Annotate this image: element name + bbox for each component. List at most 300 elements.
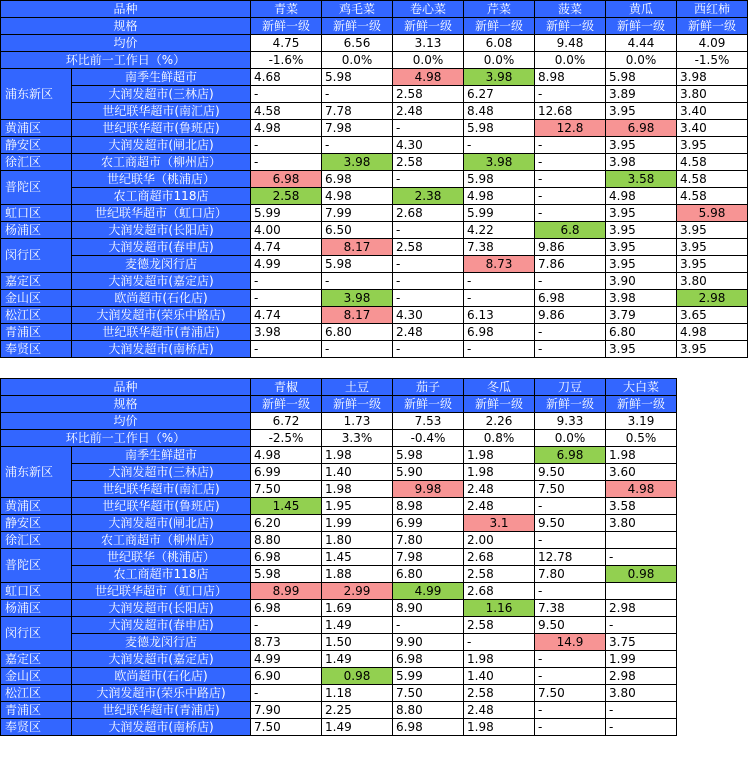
highest-price-cell: 8.73 [464,256,535,273]
store-name: 世纪联华超市(青浦店) [72,324,251,341]
table-row [1,549,677,566]
lowest-price-cell: 3.58 [606,171,677,188]
spec-row-label: 规格 [1,18,251,35]
lowest-price-cell: 6.8 [535,222,606,239]
price-cell: - [464,273,535,290]
price-cell: 5.90 [393,464,464,481]
price-cell: 3.95 [677,137,748,154]
price-cell: - [393,256,464,273]
price-cell: 8.90 [393,600,464,617]
change-pct: 0.0% [535,52,606,69]
table-row [1,103,748,120]
spec-cell: 新鲜一级 [535,396,606,413]
highest-price-cell: 8.99 [251,583,322,600]
price-cell: 2.58 [464,566,535,583]
product-name: 大白菜 [606,379,677,396]
price-cell: 5.98 [322,256,393,273]
district-name: 静安区 [1,137,72,154]
change-pct: -0.4% [393,430,464,447]
price-cell: 7.80 [535,566,606,583]
price-cell: - [464,137,535,154]
price-cell: 3.60 [606,464,677,481]
price-cell: - [393,341,464,358]
product-name: 黄瓜 [606,1,677,18]
price-cell: 4.30 [393,137,464,154]
change-pct: 0.0% [606,52,677,69]
price-cell: 1.98 [464,464,535,481]
table-row [1,668,677,685]
table-row [1,222,748,239]
price-cell: 7.38 [464,239,535,256]
store-name: 大润发超市(嘉定店) [72,273,251,290]
avg-price: 6.56 [322,35,393,52]
price-cell: - [251,685,322,702]
store-name: 大润发超市(三林店) [72,86,251,103]
price-cell: 4.58 [677,171,748,188]
price-cell: 4.98 [606,188,677,205]
price-cell: 8.73 [251,634,322,651]
price-cell: - [251,154,322,171]
price-cell: 5.99 [393,668,464,685]
price-cell: 2.98 [606,668,677,685]
price-cell: 3.98 [677,69,748,86]
change-pct: 0.5% [606,430,677,447]
price-cell: 2.58 [393,86,464,103]
price-cell: 4.98 [251,120,322,137]
store-name: 南季生鲜超市 [72,69,251,86]
price-cell: 1.40 [464,668,535,685]
price-cell: 9.86 [535,239,606,256]
highest-price-cell: 4.98 [393,69,464,86]
spec-row [1,396,677,413]
product-name: 刀豆 [535,379,606,396]
price-cell: 4.98 [251,447,322,464]
price-cell: - [251,290,322,307]
price-cell: 3.95 [677,256,748,273]
price-cell: - [393,120,464,137]
price-cell: 1.45 [322,549,393,566]
avg-price: 6.72 [251,413,322,430]
price-cell: 7.80 [393,532,464,549]
lowest-price-cell: 3.98 [464,69,535,86]
store-name: 大润发超市(春申店) [72,239,251,256]
price-cell: - [535,702,606,719]
change-pct: 3.3% [322,430,393,447]
district-name: 杨浦区 [1,222,72,239]
store-name: 世纪联华超市(南汇店) [72,481,251,498]
price-cell: 9.50 [535,617,606,634]
price-cell: - [322,341,393,358]
highest-price-cell: 2.99 [322,583,393,600]
change-pct: -2.5% [251,430,322,447]
table-row [1,324,748,341]
price-cell: 7.78 [322,103,393,120]
price-cell: - [535,532,606,549]
price-cell: 3.80 [606,515,677,532]
price-cell: - [535,324,606,341]
price-cell: 1.49 [322,651,393,668]
price-cell: - [606,549,677,566]
price-table-1 [0,0,748,358]
price-cell: - [322,86,393,103]
price-cell: 1.98 [322,447,393,464]
table-row [1,205,748,222]
table-row [1,600,677,617]
lowest-price-cell: 3.98 [322,290,393,307]
store-name: 欧尚超市(石化店) [72,668,251,685]
highest-price-cell: 12.8 [535,120,606,137]
lowest-price-cell: 1.45 [251,498,322,515]
price-cell: 3.95 [677,222,748,239]
price-cell: 8.80 [251,532,322,549]
store-name: 世纪联华超市(鲁班店) [72,120,251,137]
district-name: 闵行区 [1,239,72,273]
district-name: 青浦区 [1,324,72,341]
district-name: 奉贤区 [1,341,72,358]
price-cell: 6.99 [251,464,322,481]
price-cell: 3.95 [677,341,748,358]
store-name: 农工商超市118店 [72,188,251,205]
price-cell: 5.98 [251,566,322,583]
price-cell: 2.58 [464,685,535,702]
change-pct: 0.0% [393,52,464,69]
price-cell: - [251,341,322,358]
spec-cell: 新鲜一级 [393,18,464,35]
highest-price-cell: 6.98 [251,171,322,188]
table-row [1,719,677,736]
spec-row [1,18,748,35]
district-name: 黄浦区 [1,120,72,137]
spec-cell: 新鲜一级 [606,396,677,413]
price-cell: - [535,86,606,103]
product-name: 茄子 [393,379,464,396]
store-name: 世纪联华超市（虹口店） [72,583,251,600]
spec-row-label: 规格 [1,396,251,413]
table-row [1,498,677,515]
table-row [1,273,748,290]
price-cell: 3.95 [606,103,677,120]
price-cell: 2.00 [464,532,535,549]
price-cell: 5.99 [464,205,535,222]
district-name: 杨浦区 [1,600,72,617]
price-cell: 1.50 [322,634,393,651]
price-cell: 2.25 [322,702,393,719]
price-cell: 5.98 [606,69,677,86]
price-cell: - [393,617,464,634]
table-row [1,256,748,273]
price-cell: 7.50 [251,481,322,498]
avg-row-label: 均价 [1,35,251,52]
avg-price: 6.08 [464,35,535,52]
price-cell: 4.30 [393,307,464,324]
product-name: 卷心菜 [393,1,464,18]
price-cell: 8.80 [393,702,464,719]
price-cell: 3.95 [606,222,677,239]
price-cell: - [251,86,322,103]
price-cell: 7.90 [251,702,322,719]
avg-price: 4.44 [606,35,677,52]
highest-price-cell: 14.9 [535,634,606,651]
price-cell: 6.80 [393,566,464,583]
avg-price: 2.26 [464,413,535,430]
price-cell: 4.99 [251,651,322,668]
table-row [1,634,677,651]
price-cell: 9.86 [535,307,606,324]
highest-price-cell: 5.98 [677,205,748,222]
price-cell: 4.00 [251,222,322,239]
store-name: 农工商超市（柳州店） [72,154,251,171]
district-name: 松江区 [1,685,72,702]
lowest-price-cell: 1.16 [464,600,535,617]
price-cell: 1.98 [464,447,535,464]
table-row [1,702,677,719]
price-cell: 4.99 [251,256,322,273]
price-cell: 3.40 [677,103,748,120]
lowest-price-cell: 3.98 [322,154,393,171]
price-cell: 2.48 [393,324,464,341]
avg-row-label: 均价 [1,413,251,430]
district-name: 青浦区 [1,702,72,719]
spec-cell: 新鲜一级 [606,18,677,35]
price-cell: 2.68 [464,549,535,566]
highest-price-cell: 6.98 [606,120,677,137]
spec-cell: 新鲜一级 [251,396,322,413]
price-cell: 1.99 [322,515,393,532]
table-row [1,515,677,532]
avg-price: 3.19 [606,413,677,430]
price-cell: 3.80 [677,273,748,290]
price-cell: 3.75 [606,634,677,651]
avg-price: 4.75 [251,35,322,52]
price-cell: 6.13 [464,307,535,324]
price-cell: 4.74 [251,307,322,324]
price-cell: - [393,171,464,188]
price-cell: - [251,617,322,634]
store-name: 世纪联华超市（虹口店） [72,205,251,222]
price-cell: 6.80 [322,324,393,341]
price-cell: - [535,171,606,188]
table-row [1,188,748,205]
price-cell: - [535,651,606,668]
highest-price-cell: 8.17 [322,239,393,256]
store-name: 农工商超市118店 [72,566,251,583]
price-cell: 6.99 [393,515,464,532]
change-pct: -1.5% [677,52,748,69]
district-name: 黄浦区 [1,498,72,515]
price-cell: 4.58 [677,188,748,205]
price-table-2 [0,378,677,736]
change-pct: 0.0% [535,430,606,447]
price-cell: 1.98 [464,651,535,668]
highest-price-cell: 8.17 [322,307,393,324]
table-row [1,685,677,702]
avg-row [1,413,677,430]
price-cell: - [535,205,606,222]
avg-price: 9.33 [535,413,606,430]
price-cell: 7.38 [535,600,606,617]
price-cell: 6.98 [535,290,606,307]
change-row-label: 环比前一工作日（%） [1,430,251,447]
price-cell: 2.68 [464,583,535,600]
price-cell: 1.99 [606,651,677,668]
watermark: www.365jz.com [638,737,744,751]
highest-price-cell: 3.1 [464,515,535,532]
price-cell: 9.50 [535,464,606,481]
lowest-price-cell: 0.98 [606,566,677,583]
price-cell: - [322,273,393,290]
district-name: 金山区 [1,668,72,685]
price-cell: 1.88 [322,566,393,583]
lowest-price-cell: 2.58 [251,188,322,205]
price-cell: 7.50 [251,719,322,736]
price-cell: 6.27 [464,86,535,103]
table-row [1,290,748,307]
district-name: 静安区 [1,515,72,532]
price-cell: - [535,154,606,171]
table-row [1,69,748,86]
header-row-label: 品种 [1,1,251,18]
store-name: 欧尚超市(石化店) [72,290,251,307]
price-cell: 4.74 [251,239,322,256]
highest-price-cell: 4.98 [606,481,677,498]
spec-cell: 新鲜一级 [251,18,322,35]
store-name: 麦德龙闵行店 [72,256,251,273]
price-cell: 3.95 [606,256,677,273]
spec-cell: 新鲜一级 [464,18,535,35]
price-cell: - [606,617,677,634]
price-cell: 3.98 [606,154,677,171]
price-cell: 5.98 [464,120,535,137]
store-name: 大润发超市(长阳店) [72,600,251,617]
store-name: 世纪联华（桃浦店） [72,171,251,188]
store-name: 大润发超市(闸北店) [72,137,251,154]
price-cell: 3.98 [606,290,677,307]
price-cell: 2.68 [393,205,464,222]
price-cell: 2.48 [393,103,464,120]
price-cell: 6.98 [251,549,322,566]
table-row [1,137,748,154]
price-cell: - [464,341,535,358]
price-cell: - [535,668,606,685]
table-row [1,532,677,549]
price-cell: 6.90 [251,668,322,685]
district-name: 虹口区 [1,205,72,222]
price-cell: 5.99 [251,205,322,222]
price-cell: 5.98 [322,69,393,86]
store-name: 大润发超市(南桥店) [72,341,251,358]
spec-cell: 新鲜一级 [322,396,393,413]
avg-price: 4.09 [677,35,748,52]
price-cell: - [535,583,606,600]
price-cell: 3.95 [677,239,748,256]
price-cell: 7.50 [535,685,606,702]
price-cell: 6.98 [393,651,464,668]
price-cell: 3.89 [606,86,677,103]
price-cell: 6.98 [393,719,464,736]
price-cell: 1.98 [464,719,535,736]
price-cell: 12.68 [535,103,606,120]
price-cell: 3.95 [606,205,677,222]
lowest-price-cell: 0.98 [322,668,393,685]
store-name: 世纪联华（桃浦店） [72,549,251,566]
price-cell: - [464,290,535,307]
price-cell: 2.58 [464,617,535,634]
price-cell: - [535,273,606,290]
change-pct: 0.0% [322,52,393,69]
table-row [1,617,677,634]
table-row [1,464,677,481]
price-cell: 6.98 [322,171,393,188]
spec-cell: 新鲜一级 [535,18,606,35]
price-cell: - [393,222,464,239]
price-cell: 6.50 [322,222,393,239]
price-cell: 3.95 [606,341,677,358]
district-name: 闵行区 [1,617,72,651]
store-name: 大润发超市(长阳店) [72,222,251,239]
price-cell: 1.40 [322,464,393,481]
avg-price: 9.48 [535,35,606,52]
table-row [1,171,748,188]
price-cell: 3.79 [606,307,677,324]
product-name: 土豆 [322,379,393,396]
price-cell: 9.50 [535,515,606,532]
store-name: 南季生鲜超市 [72,447,251,464]
lowest-price-cell: 3.98 [464,154,535,171]
district-name: 浦东新区 [1,447,72,498]
price-cell: 3.40 [677,120,748,137]
price-cell: - [535,498,606,515]
table-row [1,583,677,600]
table-row [1,481,677,498]
district-name: 松江区 [1,307,72,324]
table-row [1,154,748,171]
price-cell: 1.98 [322,481,393,498]
price-cell: 7.98 [393,549,464,566]
avg-price: 3.13 [393,35,464,52]
price-cell: 1.80 [322,532,393,549]
table-row [1,86,748,103]
price-cell: - [535,137,606,154]
avg-price: 7.53 [393,413,464,430]
price-cell: 2.48 [464,702,535,719]
price-cell: - [322,137,393,154]
change-row [1,430,677,447]
change-row [1,52,748,69]
price-cell: 12.78 [535,549,606,566]
spec-cell: 新鲜一级 [322,18,393,35]
store-name: 大润发超市(南桥店) [72,719,251,736]
store-name: 大润发超市(荣乐中路店) [72,685,251,702]
price-cell: 1.49 [322,719,393,736]
price-cell: 3.58 [606,498,677,515]
lowest-price-cell: 6.98 [535,447,606,464]
table-row [1,239,748,256]
price-cell: 2.58 [393,154,464,171]
price-cell: 8.98 [393,498,464,515]
district-name: 普陀区 [1,549,72,583]
price-cell: - [606,719,677,736]
price-cell: 6.98 [464,324,535,341]
price-cell: - [535,719,606,736]
price-cell: 7.50 [535,481,606,498]
price-cell [606,583,677,600]
price-cell: 3.98 [251,324,322,341]
price-cell: 5.98 [393,447,464,464]
lowest-price-cell: 2.38 [393,188,464,205]
store-name: 大润发超市(嘉定店) [72,651,251,668]
price-cell: 5.98 [464,171,535,188]
store-name: 麦德龙闵行店 [72,634,251,651]
